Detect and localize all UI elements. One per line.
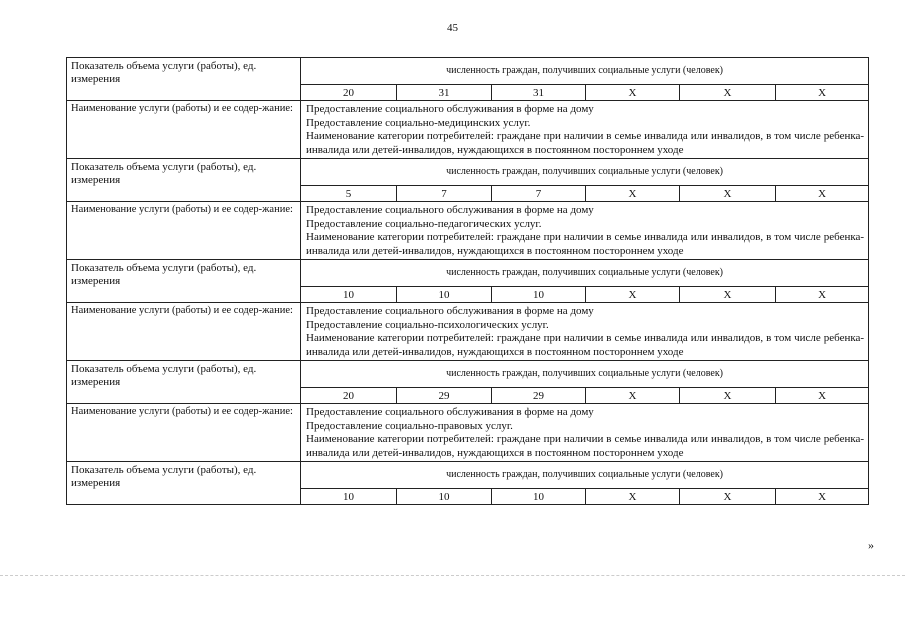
value-cell: 29 bbox=[397, 388, 492, 404]
value-cell: 31 bbox=[397, 85, 492, 101]
value-cell: Х bbox=[680, 388, 776, 404]
unit-of-measure: численность граждан, получивших социальные услуги (человек) bbox=[301, 159, 869, 186]
consumer-category-text: Наименование категории потребителей: граждане при наличии в семье инвалида или инвалидов, в том числе ребенка-инвалида или детей-инвалидов, нуждающихся в постоянном постороннем уходе bbox=[306, 231, 865, 257]
indicator-row bbox=[67, 462, 869, 489]
indicator-label: Показатель объема услуги (работы), ед. измерения bbox=[67, 260, 301, 303]
value-cell: Х bbox=[680, 489, 776, 505]
service-line: Предоставление социального обслуживания в форме на дому bbox=[306, 305, 594, 317]
unit-of-measure: численность граждан, получивших социальные услуги (человек) bbox=[301, 361, 869, 388]
value-cell: 7 bbox=[492, 186, 586, 202]
scan-edge bbox=[0, 575, 905, 577]
service-label: Наименование услуги (работы) и ее содер-жание: bbox=[67, 101, 301, 159]
value-cell: Х bbox=[586, 489, 680, 505]
value-cell: 7 bbox=[397, 186, 492, 202]
service-description bbox=[301, 303, 869, 361]
page-number: 45 bbox=[447, 22, 458, 34]
unit-of-measure: численность граждан, получивших социальные услуги (человек) bbox=[301, 58, 869, 85]
consumer-category-text: Наименование категории потребителей: граждане при наличии в семье инвалида или инвалидов, в том числе ребенка-инвалида или детей-инвалидов, нуждающихся в постоянном постороннем уходе bbox=[306, 433, 865, 459]
value-cell: Х bbox=[776, 388, 869, 404]
value-cell: 10 bbox=[301, 287, 397, 303]
value-cell: Х bbox=[586, 388, 680, 404]
consumer-category-text: Наименование категории потребителей: граждане при наличии в семье инвалида или инвалидов, в том числе ребенка-инвалида или детей-инвалидов, нуждающихся в постоянном постороннем уходе bbox=[306, 332, 865, 358]
value-cell: 10 bbox=[301, 489, 397, 505]
service-line: Предоставление социального обслуживания в форме на дому bbox=[306, 406, 594, 418]
service-line: Предоставление социально-правовых услуг. bbox=[306, 419, 513, 432]
indicator-label: Показатель объема услуги (работы), ед. измерения bbox=[67, 58, 301, 101]
indicator-label: Показатель объема услуги (работы), ед. измерения bbox=[67, 462, 301, 505]
service-line: Предоставление социального обслуживания в форме на дому bbox=[306, 204, 594, 216]
value-cell: 20 bbox=[301, 85, 397, 101]
value-cell: Х bbox=[680, 85, 776, 101]
value-cell: 10 bbox=[397, 489, 492, 505]
service-description bbox=[301, 202, 869, 260]
value-cell: Х bbox=[776, 186, 869, 202]
value-cell: 5 bbox=[301, 186, 397, 202]
value-cell: 10 bbox=[492, 287, 586, 303]
unit-of-measure: численность граждан, получивших социальные услуги (человек) bbox=[301, 462, 869, 489]
indicator-label: Показатель объема услуги (работы), ед. измерения bbox=[67, 159, 301, 202]
service-row bbox=[67, 303, 869, 361]
services-table bbox=[66, 57, 869, 505]
unit-of-measure: численность граждан, получивших социальные услуги (человек) bbox=[301, 260, 869, 287]
indicator-row bbox=[67, 260, 869, 287]
indicator-row bbox=[67, 159, 869, 186]
service-label: Наименование услуги (работы) и ее содер-жание: bbox=[67, 202, 301, 260]
service-description bbox=[301, 404, 869, 462]
value-cell: Х bbox=[586, 85, 680, 101]
value-cell: 10 bbox=[397, 287, 492, 303]
service-label: Наименование услуги (работы) и ее содер-жание: bbox=[67, 303, 301, 361]
service-line: Предоставление социального обслуживания в форме на дому bbox=[306, 103, 594, 115]
value-cell: Х bbox=[586, 186, 680, 202]
indicator-row bbox=[67, 58, 869, 85]
service-label: Наименование услуги (работы) и ее содер-жание: bbox=[67, 404, 301, 462]
indicator-label: Показатель объема услуги (работы), ед. измерения bbox=[67, 361, 301, 404]
service-description bbox=[301, 101, 869, 159]
closing-quote: » bbox=[868, 538, 874, 552]
value-cell: Х bbox=[776, 287, 869, 303]
value-cell: Х bbox=[586, 287, 680, 303]
value-cell: Х bbox=[680, 287, 776, 303]
service-row bbox=[67, 202, 869, 260]
indicator-row bbox=[67, 361, 869, 388]
service-row bbox=[67, 404, 869, 462]
value-cell: 29 bbox=[492, 388, 586, 404]
consumer-category-text: Наименование категории потребителей: граждане при наличии в семье инвалида или инвалидов, в том числе ребенка-инвалида или детей-инвалидов, нуждающихся в постоянном постороннем уходе bbox=[306, 130, 865, 156]
service-row bbox=[67, 101, 869, 159]
service-line: Предоставление социально-медицинских услуг. bbox=[306, 116, 531, 129]
value-cell: Х bbox=[680, 186, 776, 202]
service-line: Предоставление социально-психологических услуг. bbox=[306, 318, 549, 331]
value-cell: Х bbox=[776, 489, 869, 505]
value-cell: Х bbox=[776, 85, 869, 101]
value-cell: 20 bbox=[301, 388, 397, 404]
service-line: Предоставление социально-педагогических услуг. bbox=[306, 217, 542, 230]
value-cell: 31 bbox=[492, 85, 586, 101]
value-cell: 10 bbox=[492, 489, 586, 505]
